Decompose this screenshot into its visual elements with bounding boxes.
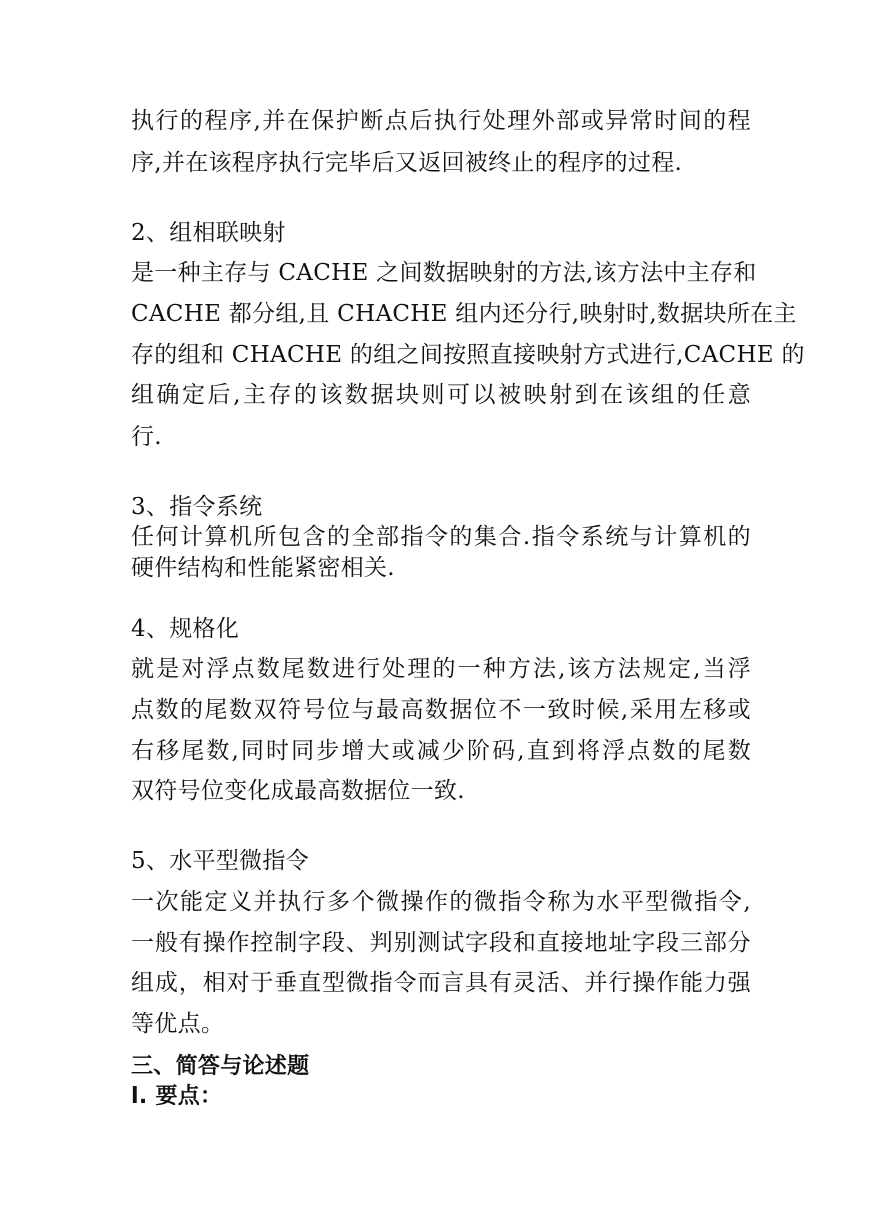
item-heading: 3、指令系统 [131, 494, 263, 520]
paragraph-line: 点数的尾数双符号位与最高数据位不一致时候,采用左移或 [131, 697, 751, 723]
paragraph-line: 右移尾数,同时同步增大或减少阶码,直到将浮点数的尾数 [131, 738, 751, 764]
item-heading: 4、规格化 [131, 616, 240, 642]
paragraph-line: 组确定后,主存的该数据块则可以被映射到在该组的任意 [131, 382, 751, 408]
paragraph-line: 是一种主存与 CACHE 之间数据映射的方法,该方法中主存和 [131, 260, 757, 286]
item-heading: 2、组相联映射 [131, 220, 286, 246]
section-subtitle: l. 要点： [131, 1084, 223, 1109]
paragraph-line: CACHE 都分组,且 CHACHE 组内还分行,映射时,数据块所在主 [131, 301, 797, 327]
paragraph-line: 存的组和 CHACHE 的组之间按照直接映射方式进行,CACHE 的 [131, 342, 805, 368]
paragraph-line: 行. [131, 424, 162, 450]
intro-line: 执行的程序,并在保护断点后执行处理外部或异常时间的程 [131, 108, 751, 134]
paragraph-line: 就是对浮点数尾数进行处理的一种方法,该方法规定,当浮 [131, 656, 751, 682]
paragraph-line: 硬件结构和性能紧密相关. [131, 555, 395, 581]
paragraph-line: 等优点。 [131, 1011, 225, 1037]
paragraph-line: 组成，相对于垂直型微指令而言具有灵活、并行操作能力强 [131, 970, 751, 996]
section-title: 三、简答与论述题 [131, 1054, 310, 1079]
paragraph-line: 一次能定义并执行多个微操作的微指令称为水平型微指令, [131, 889, 751, 915]
item-heading: 5、水平型微指令 [131, 848, 310, 874]
intro-line: 序,并在该程序执行完毕后又返回被终止的程序的过程. [131, 150, 683, 176]
paragraph-line: 任何计算机所包含的全部指令的集合.指令系统与计算机的 [131, 524, 751, 550]
paragraph-line: 一般有操作控制字段、判别测试字段和直接地址字段三部分 [131, 930, 751, 956]
paragraph-line: 双符号位变化成最高数据位一致. [131, 778, 465, 804]
